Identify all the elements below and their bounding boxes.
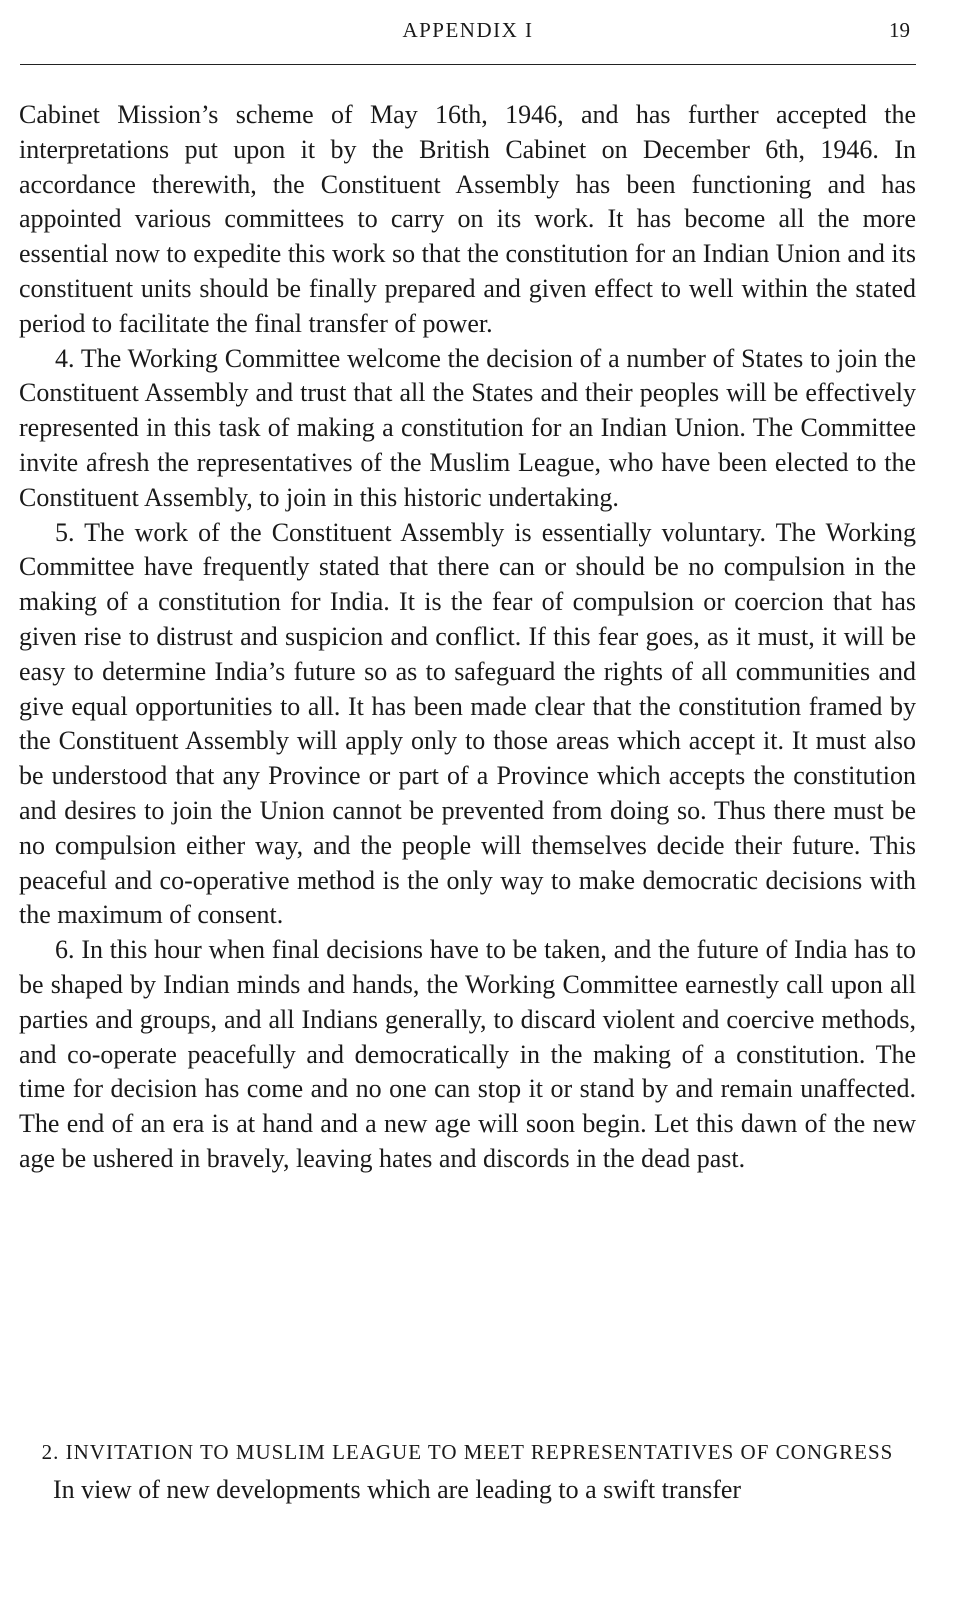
paragraph-continuation: Cabinet Mission’s scheme of May 16th, 1946, and has further accepted the interpretations put upon it by the British Cabinet on December 6th, 1946. In accordance therewith, the Constituent Assembly has been functioning and has appointed various committees to carry on its work. It has become all the more essential now to expedite this work so that the constitution for an Indian Union and its constituent units should be finally prepared and given effect to well within the stated period to facilitate the final transfer of power. <box>19 100 916 338</box>
page-number: 19 <box>889 18 910 42</box>
section-2 <box>19 1437 916 1508</box>
paragraph-4: 4. The Working Committee welcome the decision of a number of States to join the Constituent Assembly and trust that all the States and their peoples will be effectively represented in this task of making a constitution for an Indian Union. The Committee invite afresh the representatives of the Muslim League, who have been elected to the Constituent Assembly, to join in this historic undertaking. <box>19 343 916 512</box>
paragraph-5: 5. The work of the Constituent Assembly is essentially voluntary. The Working Committee have frequently stated that there can or should be no compulsion in the making of a constitution for India. It is the fear of compulsion or coercion that has given rise to distrust and suspicion and conflict. If this fear goes, as it must, it will be easy to determine India’s future so as to safeguard the rights of all communities and give equal opportunities to all. It has been made clear that the constitution framed by the Constituent Assembly will apply only to those areas which accept it. It must also be understood that any Province or part of a Province which accepts the constitution and desires to join the Union cannot be prevented from doing so. Thus there must be no compulsion either way, and the people will themselves decide their future. This peaceful and co-operative method is the only way to make democratic decisions with the maximum of consent. <box>19 517 916 930</box>
header-rule <box>20 64 916 65</box>
running-title: APPENDIX I <box>402 18 534 42</box>
running-header <box>20 18 916 52</box>
body-text <box>19 98 916 1177</box>
section-lead-paragraph: In view of new developments which are leading to a swift transfer <box>53 1475 742 1504</box>
paragraph-6: 6. In this hour when final decisions have to be taken, and the future of India has to be shaped by Indian minds and hands, the Working Committee earnestly call upon all parties and groups, and all Indians generally, to discard violent and coercive methods, and co-operate peacefully and democratically in the making of a constitution. The time for decision has come and no one can stop it or stand by and remain unaffected. The end of an era is at hand and a new age will soon begin. Let this dawn of the new age be ushered in bravely, leaving hates and discords in the dead past. <box>19 935 916 1173</box>
section-heading: 2. INVITATION TO MUSLIM LEAGUE TO MEET REPRESENTATIVES OF CONGRESS <box>41 1440 894 1464</box>
